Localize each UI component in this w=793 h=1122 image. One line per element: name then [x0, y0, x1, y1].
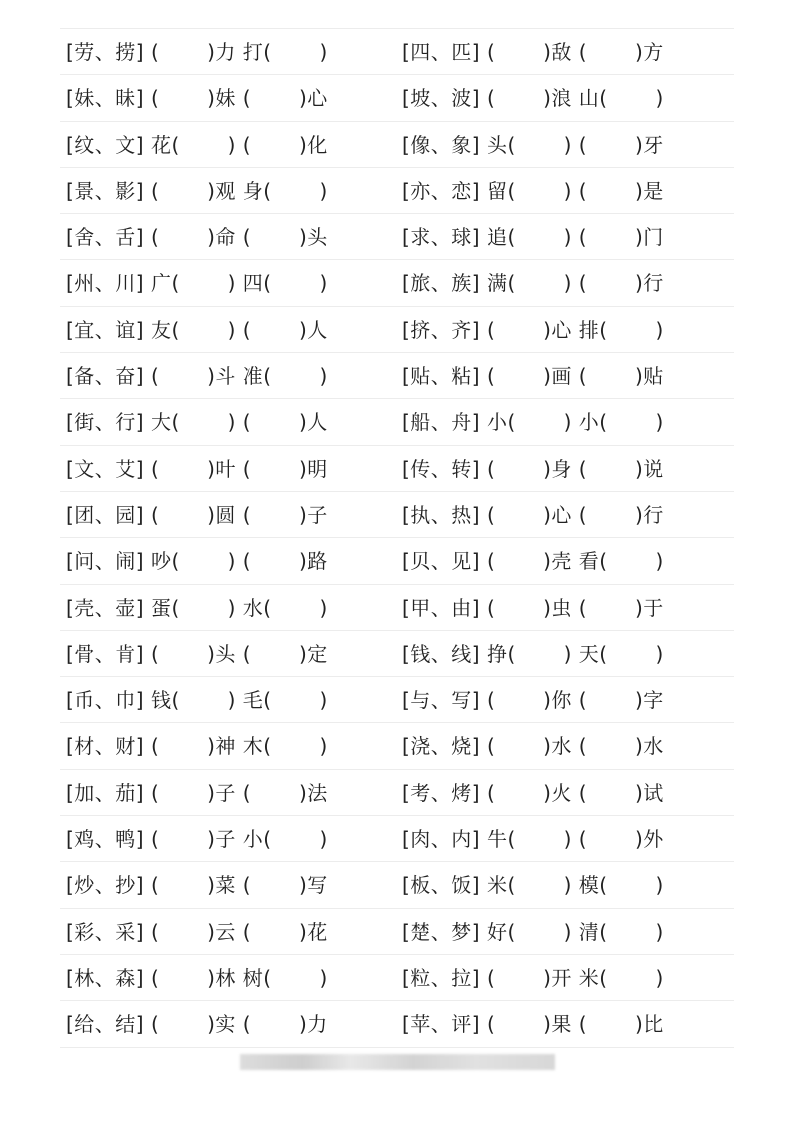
exercise-row	[60, 770, 734, 816]
exercise-item-left: [炒、抄] ( )菜 ( )写	[66, 873, 328, 898]
exercise-row	[60, 75, 734, 121]
exercise-row	[60, 260, 734, 306]
exercise-item-right: [肉、内] 牛( ) ( )外	[402, 827, 664, 852]
exercise-item-right: [坡、波] ( )浪 山( )	[402, 86, 664, 111]
exercise-item-right: [考、烤] ( )火 ( )试	[402, 780, 664, 805]
exercise-row	[60, 168, 734, 214]
exercise-item-left: [舍、舌] ( )命 ( )头	[66, 225, 328, 250]
exercise-row	[60, 122, 734, 168]
exercise-item-left: [鸡、鸭] ( )子 小( )	[66, 827, 328, 852]
exercise-item-left: [问、闹] 吵( ) ( )路	[66, 549, 328, 574]
exercise-item-right: [与、写] ( )你 ( )字	[402, 688, 664, 713]
exercise-item-right: [粒、拉] ( )开 米( )	[402, 965, 664, 990]
exercise-item-right: [贝、见] ( )壳 看( )	[402, 549, 664, 574]
exercise-item-left: [给、结] ( )实 ( )力	[66, 1012, 328, 1037]
exercise-row	[60, 1001, 734, 1047]
exercise-row	[60, 446, 734, 492]
exercise-item-right: [像、象] 头( ) ( )牙	[402, 132, 664, 157]
worksheet-table	[60, 28, 734, 1037]
blurred-footer-watermark	[240, 1054, 555, 1070]
exercise-row	[60, 862, 734, 908]
exercise-item-left: [壳、壶] 蛋( ) 水( )	[66, 595, 328, 620]
exercise-item-right: [求、球] 追( ) ( )门	[402, 225, 664, 250]
exercise-row	[60, 723, 734, 769]
exercise-row	[60, 909, 734, 955]
exercise-item-left: [币、巾] 钱( ) 毛( )	[66, 688, 328, 713]
exercise-row	[60, 307, 734, 353]
exercise-item-right: [执、热] ( )心 ( )行	[402, 502, 664, 527]
exercise-item-left: [州、川] 广( ) 四( )	[66, 271, 328, 296]
exercise-row	[60, 955, 734, 1001]
exercise-row	[60, 631, 734, 677]
exercise-item-right: [板、饭] 米( ) 模( )	[402, 873, 664, 898]
exercise-item-left: [妹、昧] ( )妹 ( )心	[66, 86, 328, 111]
exercise-row	[60, 538, 734, 584]
exercise-item-left: [加、茄] ( )子 ( )法	[66, 780, 328, 805]
exercise-item-right: [贴、粘] ( )画 ( )贴	[402, 364, 664, 389]
exercise-row	[60, 492, 734, 538]
exercise-item-right: [亦、恋] 留( ) ( )是	[402, 178, 664, 203]
exercise-row	[60, 585, 734, 631]
exercise-item-right: [甲、由] ( )虫 ( )于	[402, 595, 664, 620]
exercise-item-left: [街、行] 大( ) ( )人	[66, 410, 328, 435]
exercise-row	[60, 399, 734, 445]
exercise-item-right: [钱、线] 挣( ) 天( )	[402, 641, 664, 666]
exercise-row	[60, 816, 734, 862]
exercise-item-left: [宜、谊] 友( ) ( )人	[66, 317, 328, 342]
exercise-item-right: [四、匹] ( )敌 ( )方	[402, 40, 664, 64]
exercise-item-right: [传、转] ( )身 ( )说	[402, 456, 664, 481]
exercise-item-left: [团、园] ( )圆 ( )子	[66, 502, 328, 527]
exercise-item-left: [文、艾] ( )叶 ( )明	[66, 456, 328, 481]
exercise-item-right: [船、舟] 小( ) 小( )	[402, 410, 664, 435]
exercise-item-right: [楚、梦] 好( ) 清( )	[402, 919, 664, 944]
exercise-item-left: [景、影] ( )观 身( )	[66, 178, 328, 203]
exercise-row	[60, 353, 734, 399]
exercise-item-right: [旅、族] 满( ) ( )行	[402, 271, 664, 296]
exercise-item-left: [林、森] ( )林 树( )	[66, 965, 328, 990]
exercise-item-left: [材、财] ( )神 木( )	[66, 734, 328, 759]
exercise-item-left: [备、奋] ( )斗 准( )	[66, 364, 328, 389]
exercise-row	[60, 677, 734, 723]
exercise-item-right: [挤、齐] ( )心 排( )	[402, 317, 664, 342]
exercise-item-left: [劳、捞] ( )力 打( )	[66, 40, 328, 64]
exercise-row	[60, 214, 734, 260]
exercise-item-right: [浇、烧] ( )水 ( )水	[402, 734, 664, 759]
exercise-item-right: [苹、评] ( )果 ( )比	[402, 1012, 664, 1037]
exercise-item-left: [彩、采] ( )云 ( )花	[66, 919, 328, 944]
exercise-row	[60, 29, 734, 75]
exercise-item-left: [骨、肯] ( )头 ( )定	[66, 641, 328, 666]
exercise-item-left: [纹、文] 花( ) ( )化	[66, 132, 328, 157]
